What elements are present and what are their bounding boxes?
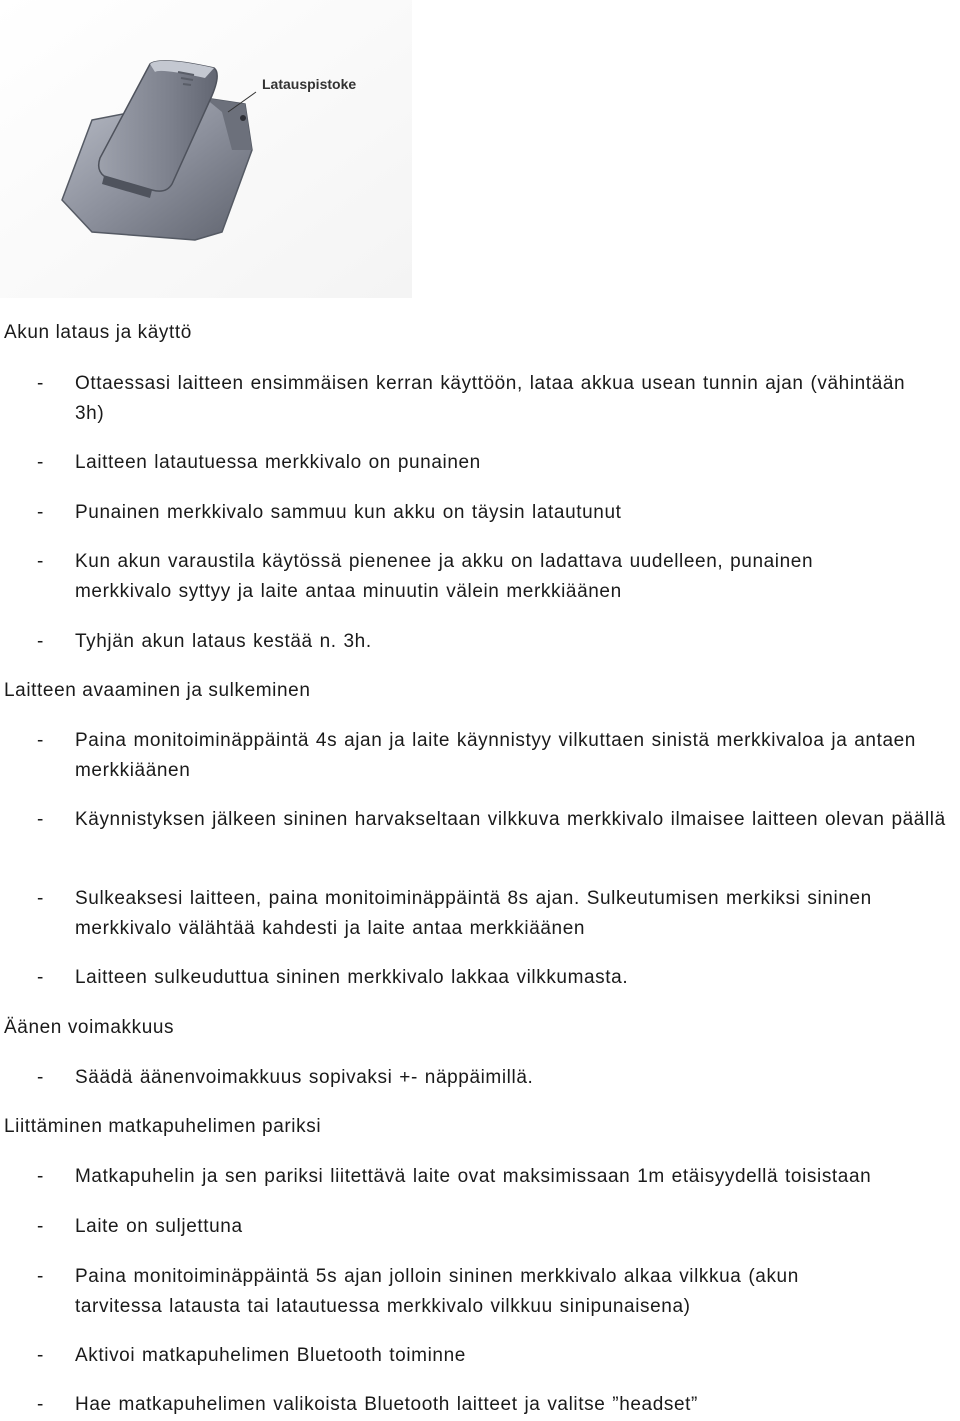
bullet-dash: - [37,502,44,523]
bullet-dash: - [37,373,44,394]
bullet-dash: - [37,1216,44,1237]
list-item-text: Paina monitoiminäppäintä 5s ajan jolloin sininen merkkivalo alkaa vilkkua (akun tarvitessa latausta tai latautuessa merkkivalo vilkkuu sinipunaisena) [75,1266,799,1317]
bullet-dash: - [37,551,44,572]
list-item-text: Laite on suljettuna [75,1216,243,1237]
list-item-text: Tyhjän akun lataus kestää n. 3h. [75,631,372,652]
bullet-dash: - [37,1345,44,1366]
bullet-dash: - [37,888,44,909]
list-item-text: Laitteen sulkeuduttua sininen merkkivalo lakkaa vilkkumasta. [75,967,629,988]
list-item-text: Matkapuhelin ja sen pariksi liitettävä laite ovat maksimissaan 1m etäisyydellä toisistaan [75,1166,872,1187]
bullet-dash: - [37,1266,44,1287]
bullet-dash: - [37,809,44,830]
list-item [4,963,958,993]
list-item [4,498,958,528]
section-heading-liittaminen: Liittäminen matkapuhelimen pariksi [4,1116,322,1137]
list-item [4,1212,958,1242]
list-item-text: Sulkeaksesi laitteen, paina monitoiminäppäintä 8s ajan. Sulkeutumisen merkiksi sininen merkkivalo välähtää kahdesti ja laite antaa merkkiäänen [75,888,872,939]
list-item-text: Paina monitoiminäppäintä 4s ajan ja laite käynnistyy vilkuttaen sinistä merkkivaloa ja antaen merkkiäänen [75,730,916,781]
list-item [4,547,958,606]
list-item [4,1341,958,1371]
bullet-dash: - [37,967,44,988]
list-item [4,1390,958,1420]
list-item-text: Laitteen latautuessa merkkivalo on punainen [75,452,481,473]
list-item [4,884,958,943]
list-item [4,1162,958,1192]
section-heading-akun-lataus: Akun lataus ja käyttö [4,322,192,343]
section-heading-aanen-voimakkuus: Äänen voimakkuus [4,1017,175,1038]
bullet-dash: - [37,1067,44,1088]
list-item-text: Kun akun varaustila käytössä pienenee ja akku on ladattava uudelleen, punainen merkkivalo syttyy ja laite antaa minuutin välein merkkiäänen [75,551,814,602]
bullet-dash: - [37,631,44,652]
list-item-text: Aktivoi matkapuhelimen Bluetooth toiminne [75,1345,466,1366]
bullet-dash: - [37,452,44,473]
list-item [4,627,958,657]
bullet-dash: - [37,730,44,751]
section-heading-laitteen-avaaminen: Laitteen avaaminen ja sulkeminen [4,680,311,701]
list-item [4,369,958,428]
list-item-text: Säädä äänenvoimakkuus sopivaksi +- näppäimillä. [75,1067,534,1088]
list-item-text: Ottaessasi laitteen ensimmäisen kerran käyttöön, lataa akkua usean tunnin ajan (vähintään 3h) [75,373,906,424]
list-item [4,1063,958,1093]
bullet-dash: - [37,1166,44,1187]
list-item [4,1262,958,1321]
list-item-text: Hae matkapuhelimen valikoista Bluetooth laitteet ja valitse ”headset” [75,1394,698,1415]
list-item-text: Käynnistyksen jälkeen sininen harvakseltaan vilkkuva merkkivalo ilmaisee laitteen olevan päällä [75,809,946,830]
list-item [4,448,958,478]
list-item-text: Punainen merkkivalo sammuu kun akku on täysin latautunut [75,502,622,523]
charger-clip-illustration [0,0,412,298]
list-item [4,726,958,785]
product-figure [0,0,412,298]
list-item [4,805,958,835]
figure-caption: Latauspistoke [262,76,357,92]
bullet-dash: - [37,1394,44,1415]
